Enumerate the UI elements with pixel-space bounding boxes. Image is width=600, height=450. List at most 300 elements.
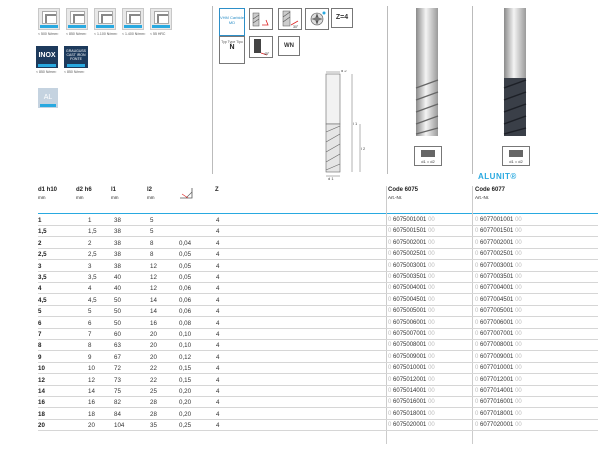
cell-d2: 5 (88, 308, 92, 316)
cell-l2: 12 (150, 274, 157, 281)
article-prefix: 0 (475, 262, 479, 269)
article-number: 6077002501 (480, 251, 514, 258)
steel-icon (94, 8, 116, 30)
cell-art-6077[interactable] (475, 306, 522, 317)
cell-l1: 38 (114, 251, 121, 259)
cell-art-6075[interactable] (388, 352, 435, 363)
flute-count-badge (331, 8, 353, 28)
steel-icon (66, 8, 88, 30)
article-number: 6077003501 (480, 274, 514, 280)
cell-l2: 16 (150, 319, 157, 327)
cell-art-6075[interactable] (388, 295, 435, 306)
table-row (38, 238, 598, 249)
article-suffix: 00 (428, 365, 435, 372)
cell-z: 4 (216, 410, 220, 418)
cell-l1: 75 (114, 388, 121, 395)
corner-angle-icon (249, 36, 273, 58)
cell-l2: 28 (150, 399, 157, 407)
article-prefix: 0 (388, 376, 392, 383)
cell-d1: 18 (38, 410, 45, 418)
table-row (38, 295, 598, 306)
cell-d1: 6 (38, 319, 42, 327)
cell-art-6077[interactable] (475, 238, 522, 249)
cell-l2: 8 (150, 251, 154, 259)
article-prefix: 0 (388, 410, 392, 417)
col-l1-label: l1 (111, 187, 117, 193)
cell-d2: 1,5 (88, 228, 97, 236)
cell-d2: 4,5 (88, 296, 97, 304)
table-row (38, 352, 598, 363)
cell-d2: 6 (88, 319, 92, 327)
cell-art-6075[interactable] (388, 261, 435, 272)
cell-z: 4 (216, 217, 220, 224)
article-suffix: 00 (428, 239, 435, 246)
article-number: 6077004001 (480, 285, 514, 292)
table-row (38, 375, 598, 386)
cell-d1: 2,5 (38, 251, 47, 259)
cell-l1: 84 (114, 410, 121, 418)
article-number: 6077016001 (480, 399, 514, 406)
cell-d2: 7 (88, 331, 92, 338)
coating-brand: ALUNIT® (478, 172, 517, 181)
table-row (38, 249, 598, 260)
cell-l2: 20 (150, 353, 157, 361)
cell-d2: 16 (88, 399, 95, 407)
cell-d1: 10 (38, 365, 45, 373)
cell-z: 4 (216, 239, 220, 247)
article-number: 6075003501 (393, 274, 427, 280)
cell-d1: 7 (38, 331, 42, 338)
cell-art-6075[interactable] (388, 397, 435, 408)
article-prefix: 0 (388, 274, 392, 280)
col-code-6075-label: Code 6075 (388, 187, 419, 193)
article-suffix: 00 (428, 262, 435, 269)
cell-art-6077[interactable] (475, 272, 522, 283)
cell-l1: 82 (114, 399, 121, 407)
cell-z: 4 (216, 422, 220, 430)
cell-chamfer: 0,10 (179, 331, 192, 338)
type-value: N (229, 44, 235, 51)
cell-art-6075[interactable] (388, 215, 435, 226)
article-suffix: 00 (428, 217, 435, 223)
cell-chamfer: 0,05 (179, 274, 192, 281)
col-code-6077 (475, 186, 505, 202)
cell-art-6075[interactable] (388, 226, 435, 237)
cell-art-6075[interactable] (388, 272, 435, 283)
l1-dimension-label: l 1 (353, 121, 358, 126)
cell-z: 4 (216, 262, 220, 270)
cell-l2: 22 (150, 365, 157, 373)
article-number: 6075001501 (393, 228, 427, 235)
cell-z: 4 (216, 331, 220, 338)
article-suffix: 00 (428, 296, 435, 303)
col-d1-label: d1 h10 (38, 187, 58, 193)
cell-art-6075[interactable] (388, 386, 435, 397)
cell-d1: 1,5 (38, 228, 47, 236)
cell-art-6075[interactable] (388, 238, 435, 249)
cell-chamfer: 0,15 (179, 365, 192, 373)
table-row (38, 340, 598, 351)
article-number: 6075002501 (393, 251, 427, 258)
table-row (38, 363, 598, 374)
article-number: 6075020001 (393, 422, 427, 429)
cell-chamfer: 0,06 (179, 285, 192, 293)
cell-l1: 72 (114, 365, 121, 373)
steel-icon (122, 8, 144, 30)
cell-l1: 38 (114, 228, 121, 236)
cell-art-6077[interactable] (475, 375, 522, 386)
article-suffix: 00 (515, 239, 522, 246)
article-prefix: 0 (475, 217, 479, 223)
cell-l1: 40 (114, 285, 121, 293)
cell-art-6077[interactable] (475, 215, 522, 226)
article-prefix: 0 (475, 308, 479, 315)
col-l2-unit: mm (147, 195, 155, 200)
cell-art-6077[interactable] (475, 386, 522, 397)
wn-label: WN (284, 43, 294, 49)
article-suffix: 00 (428, 308, 435, 315)
article-prefix: 0 (475, 228, 479, 235)
cell-z: 4 (216, 342, 220, 350)
article-suffix: 00 (515, 376, 522, 383)
cell-l2: 25 (150, 388, 157, 395)
article-number: 6075009001 (393, 353, 427, 360)
cell-chamfer: 0,15 (179, 376, 192, 384)
article-suffix: 00 (515, 308, 522, 315)
col-l2-label: l2 (147, 187, 153, 193)
cell-l1: 63 (114, 342, 121, 350)
col-d2 (76, 186, 92, 202)
aluminium-label: AL (43, 94, 53, 101)
article-prefix: 0 (475, 239, 479, 246)
cell-chamfer: 0,20 (179, 399, 192, 407)
article-suffix: 00 (428, 331, 435, 337)
article-suffix: 00 (515, 274, 522, 280)
shank-shape-label: d1 = d2 (421, 159, 435, 164)
article-number: 6077004501 (480, 296, 514, 303)
cell-l2: 20 (150, 342, 157, 350)
article-suffix: 00 (515, 285, 522, 292)
article-number: 6075016001 (393, 399, 427, 406)
article-number: 6075001001 (393, 217, 427, 223)
cell-art-6075[interactable] (388, 306, 435, 317)
article-number: 6077020001 (480, 422, 514, 429)
article-number: 6075006001 (393, 319, 427, 326)
cell-l1: 50 (114, 319, 121, 327)
cell-l1: 38 (114, 239, 121, 247)
cell-art-6077[interactable] (475, 318, 522, 329)
product-image-6075 (412, 8, 442, 138)
cell-art-6077[interactable] (475, 283, 522, 294)
cell-l2: 35 (150, 422, 157, 430)
chamfer-icon (178, 186, 194, 203)
cell-art-6077[interactable] (475, 397, 522, 408)
rake-angle-icon (278, 8, 302, 30)
cell-d1: 12 (38, 376, 45, 384)
article-prefix: 0 (475, 353, 479, 360)
article-number: 6075010001 (393, 365, 427, 372)
article-number: 6075014001 (393, 388, 427, 394)
inox-label: INOX (38, 52, 56, 59)
divider (472, 6, 473, 174)
cell-d1: 4,5 (38, 296, 47, 304)
col-code-6077-sub: Art.-Nr. (475, 195, 490, 200)
table-row (38, 283, 598, 294)
cell-l1: 38 (114, 217, 121, 224)
article-prefix: 0 (475, 251, 479, 258)
d1-dimension-label: d 1 (328, 176, 334, 180)
cell-chamfer: 0,20 (179, 388, 192, 395)
cast-iron-icon (64, 46, 88, 68)
inox-caption: < 850 N/mm² (36, 70, 57, 74)
article-number: 6077001501 (480, 228, 514, 235)
type-caption: Typ Type Tipo (221, 40, 243, 44)
tool-drawing (308, 70, 368, 180)
article-number: 6077007001 (480, 331, 514, 337)
article-number: 6075008001 (393, 342, 427, 349)
article-prefix: 0 (388, 422, 392, 429)
cell-art-6077[interactable] (475, 363, 522, 374)
cell-chamfer: 0,04 (179, 239, 192, 247)
article-number: 6077009001 (480, 353, 514, 360)
divider (387, 6, 388, 174)
article-prefix: 0 (388, 262, 392, 269)
article-number: 6075007001 (393, 331, 427, 337)
col-code-6075-sub: Art.-Nr. (388, 195, 403, 200)
cell-l2: 20 (150, 331, 157, 338)
cell-z: 4 (216, 388, 220, 395)
article-prefix: 0 (475, 285, 479, 292)
article-number: 6075004501 (393, 296, 427, 303)
cell-d1: 4 (38, 285, 42, 293)
cell-chamfer: 0,06 (179, 296, 192, 304)
cell-art-6075[interactable] (388, 318, 435, 329)
steel-icon (38, 8, 60, 30)
article-prefix: 0 (388, 353, 392, 360)
cell-art-6077[interactable] (475, 261, 522, 272)
cell-z: 4 (216, 399, 220, 407)
article-suffix: 00 (428, 399, 435, 406)
material-caption: < 55 HRC (150, 32, 166, 36)
cell-d2: 4 (88, 285, 92, 293)
cell-chamfer: 0,08 (179, 319, 192, 327)
article-prefix: 0 (388, 319, 392, 326)
article-prefix: 0 (475, 296, 479, 303)
inox-icon (36, 46, 58, 68)
article-prefix: 0 (388, 285, 392, 292)
cell-l1: 50 (114, 296, 121, 304)
article-suffix: 00 (515, 410, 522, 417)
article-prefix: 0 (475, 376, 479, 383)
cell-art-6077[interactable] (475, 409, 522, 420)
cell-l1: 40 (114, 274, 121, 281)
cell-art-6077[interactable] (475, 329, 522, 340)
cell-d2: 10 (88, 365, 95, 373)
carbide-label: VHM Carbide MD (220, 15, 245, 25)
article-suffix: 00 (428, 251, 435, 258)
article-suffix: 00 (428, 319, 435, 326)
article-suffix: 00 (515, 331, 522, 337)
cell-l1: 50 (114, 308, 121, 316)
product-image-6077 (500, 8, 530, 138)
cell-chamfer: 0,05 (179, 262, 192, 270)
divider (212, 6, 213, 174)
cell-d2: 3,5 (88, 274, 97, 281)
cell-d2: 2 (88, 239, 92, 247)
col-l1-unit: mm (111, 195, 119, 200)
cast-iron-caption: < 850 N/mm² (64, 70, 85, 74)
article-prefix: 0 (388, 308, 392, 315)
table-row (38, 386, 598, 397)
table-header (38, 186, 598, 212)
cell-d2: 20 (88, 422, 95, 430)
article-number: 6077012001 (480, 376, 514, 383)
cell-chamfer: 0,06 (179, 308, 192, 316)
article-prefix: 0 (475, 342, 479, 349)
article-prefix: 0 (475, 410, 479, 417)
col-d2-unit: mm (76, 195, 84, 200)
cell-l2: 12 (150, 262, 157, 270)
cell-d1: 3 (38, 262, 42, 270)
cell-art-6075[interactable] (388, 375, 435, 386)
cell-chamfer: 0,20 (179, 410, 192, 418)
article-prefix: 0 (475, 388, 479, 394)
article-number: 6077005001 (480, 308, 514, 315)
cell-l2: 8 (150, 239, 154, 247)
cell-d1: 2 (38, 239, 42, 247)
cell-l1: 67 (114, 353, 121, 361)
cell-d2: 1 (88, 217, 92, 224)
article-suffix: 00 (515, 365, 522, 372)
article-suffix: 00 (428, 285, 435, 292)
cell-art-6075[interactable] (388, 363, 435, 374)
cell-d2: 2,5 (88, 251, 97, 259)
flute-count-label: Z=4 (335, 14, 349, 21)
article-prefix: 0 (388, 296, 392, 303)
cell-l2: 12 (150, 285, 157, 293)
col-l1 (111, 186, 119, 202)
col-code-6075 (388, 186, 418, 202)
cell-l1: 104 (114, 422, 125, 430)
article-prefix: 0 (475, 365, 479, 372)
cell-d1: 14 (38, 388, 45, 395)
article-suffix: 00 (428, 228, 435, 235)
cell-z: 4 (216, 353, 220, 361)
col-code-6077-label: Code 6077 (475, 187, 506, 193)
cross-section-icon (305, 8, 329, 30)
cell-art-6077[interactable] (475, 352, 522, 363)
cell-l1: 60 (114, 331, 121, 338)
cell-d2: 18 (88, 410, 95, 418)
table-row (38, 215, 598, 226)
material-caption: < 1.400 N/mm² (122, 32, 146, 36)
article-number: 6077010001 (480, 365, 514, 372)
article-prefix: 0 (388, 239, 392, 246)
cell-d2: 12 (88, 376, 95, 384)
cell-art-6075[interactable] (388, 329, 435, 340)
table-row (38, 226, 598, 237)
article-suffix: 00 (515, 422, 522, 429)
cell-z: 4 (216, 228, 220, 236)
article-prefix: 0 (388, 342, 392, 349)
article-prefix: 0 (388, 365, 392, 372)
angle-30-label: 30° (293, 25, 299, 29)
cell-d1: 3,5 (38, 274, 47, 281)
shank-shape-icon (414, 146, 442, 166)
cell-z: 4 (216, 274, 220, 281)
article-prefix: 0 (388, 251, 392, 258)
article-prefix: 0 (475, 331, 479, 337)
cell-art-6077[interactable] (475, 340, 522, 351)
article-suffix: 00 (515, 296, 522, 303)
cell-l2: 22 (150, 376, 157, 384)
cell-art-6075[interactable] (388, 340, 435, 351)
cell-art-6077[interactable] (475, 249, 522, 260)
shank-shape-icon (502, 146, 530, 166)
type-badge (219, 36, 245, 64)
cell-chamfer: 0,25 (179, 422, 192, 430)
article-suffix: 00 (428, 388, 435, 394)
article-suffix: 00 (515, 262, 522, 269)
cell-d2: 14 (88, 388, 95, 395)
cell-l2: 28 (150, 410, 157, 418)
article-suffix: 00 (428, 342, 435, 349)
article-number: 6077003001 (480, 262, 514, 269)
article-suffix: 00 (515, 388, 522, 394)
article-number: 6075004001 (393, 285, 427, 292)
cell-d1: 16 (38, 399, 45, 407)
article-suffix: 00 (515, 319, 522, 326)
cell-z: 4 (216, 319, 220, 327)
article-number: 6077006001 (480, 319, 514, 326)
cell-chamfer: 0,05 (179, 251, 192, 259)
cell-l2: 14 (150, 308, 157, 316)
cell-z: 4 (216, 365, 220, 373)
hardened-steel-icon (150, 8, 172, 30)
cell-d1: 5 (38, 308, 42, 316)
cell-art-6077[interactable] (475, 226, 522, 237)
cell-l1: 73 (114, 376, 121, 384)
article-suffix: 00 (515, 217, 522, 223)
cell-art-6077[interactable] (475, 420, 522, 431)
article-prefix: 0 (475, 274, 479, 280)
col-z (215, 186, 219, 194)
carbide-icon (219, 8, 245, 36)
cell-d1: 9 (38, 353, 42, 361)
article-prefix: 0 (475, 399, 479, 406)
table-row (38, 329, 598, 340)
article-suffix: 00 (515, 251, 522, 258)
cell-art-6075[interactable] (388, 283, 435, 294)
article-number: 6075003001 (393, 262, 427, 269)
d2-dimension-label: d 2 (341, 70, 347, 73)
cell-d2: 3 (88, 262, 92, 270)
article-suffix: 00 (428, 376, 435, 383)
col-d2-label: d2 h6 (76, 187, 92, 193)
cell-z: 4 (216, 285, 220, 293)
cell-art-6075[interactable] (388, 249, 435, 260)
table-row (38, 397, 598, 408)
cell-art-6075[interactable] (388, 409, 435, 420)
cell-z: 4 (216, 251, 220, 259)
article-suffix: 00 (515, 342, 522, 349)
cell-art-6075[interactable] (388, 420, 435, 431)
article-suffix: 00 (428, 410, 435, 417)
cell-d1: 8 (38, 342, 42, 350)
article-prefix: 0 (388, 399, 392, 406)
cell-l2: 14 (150, 296, 157, 304)
cell-art-6077[interactable] (475, 295, 522, 306)
